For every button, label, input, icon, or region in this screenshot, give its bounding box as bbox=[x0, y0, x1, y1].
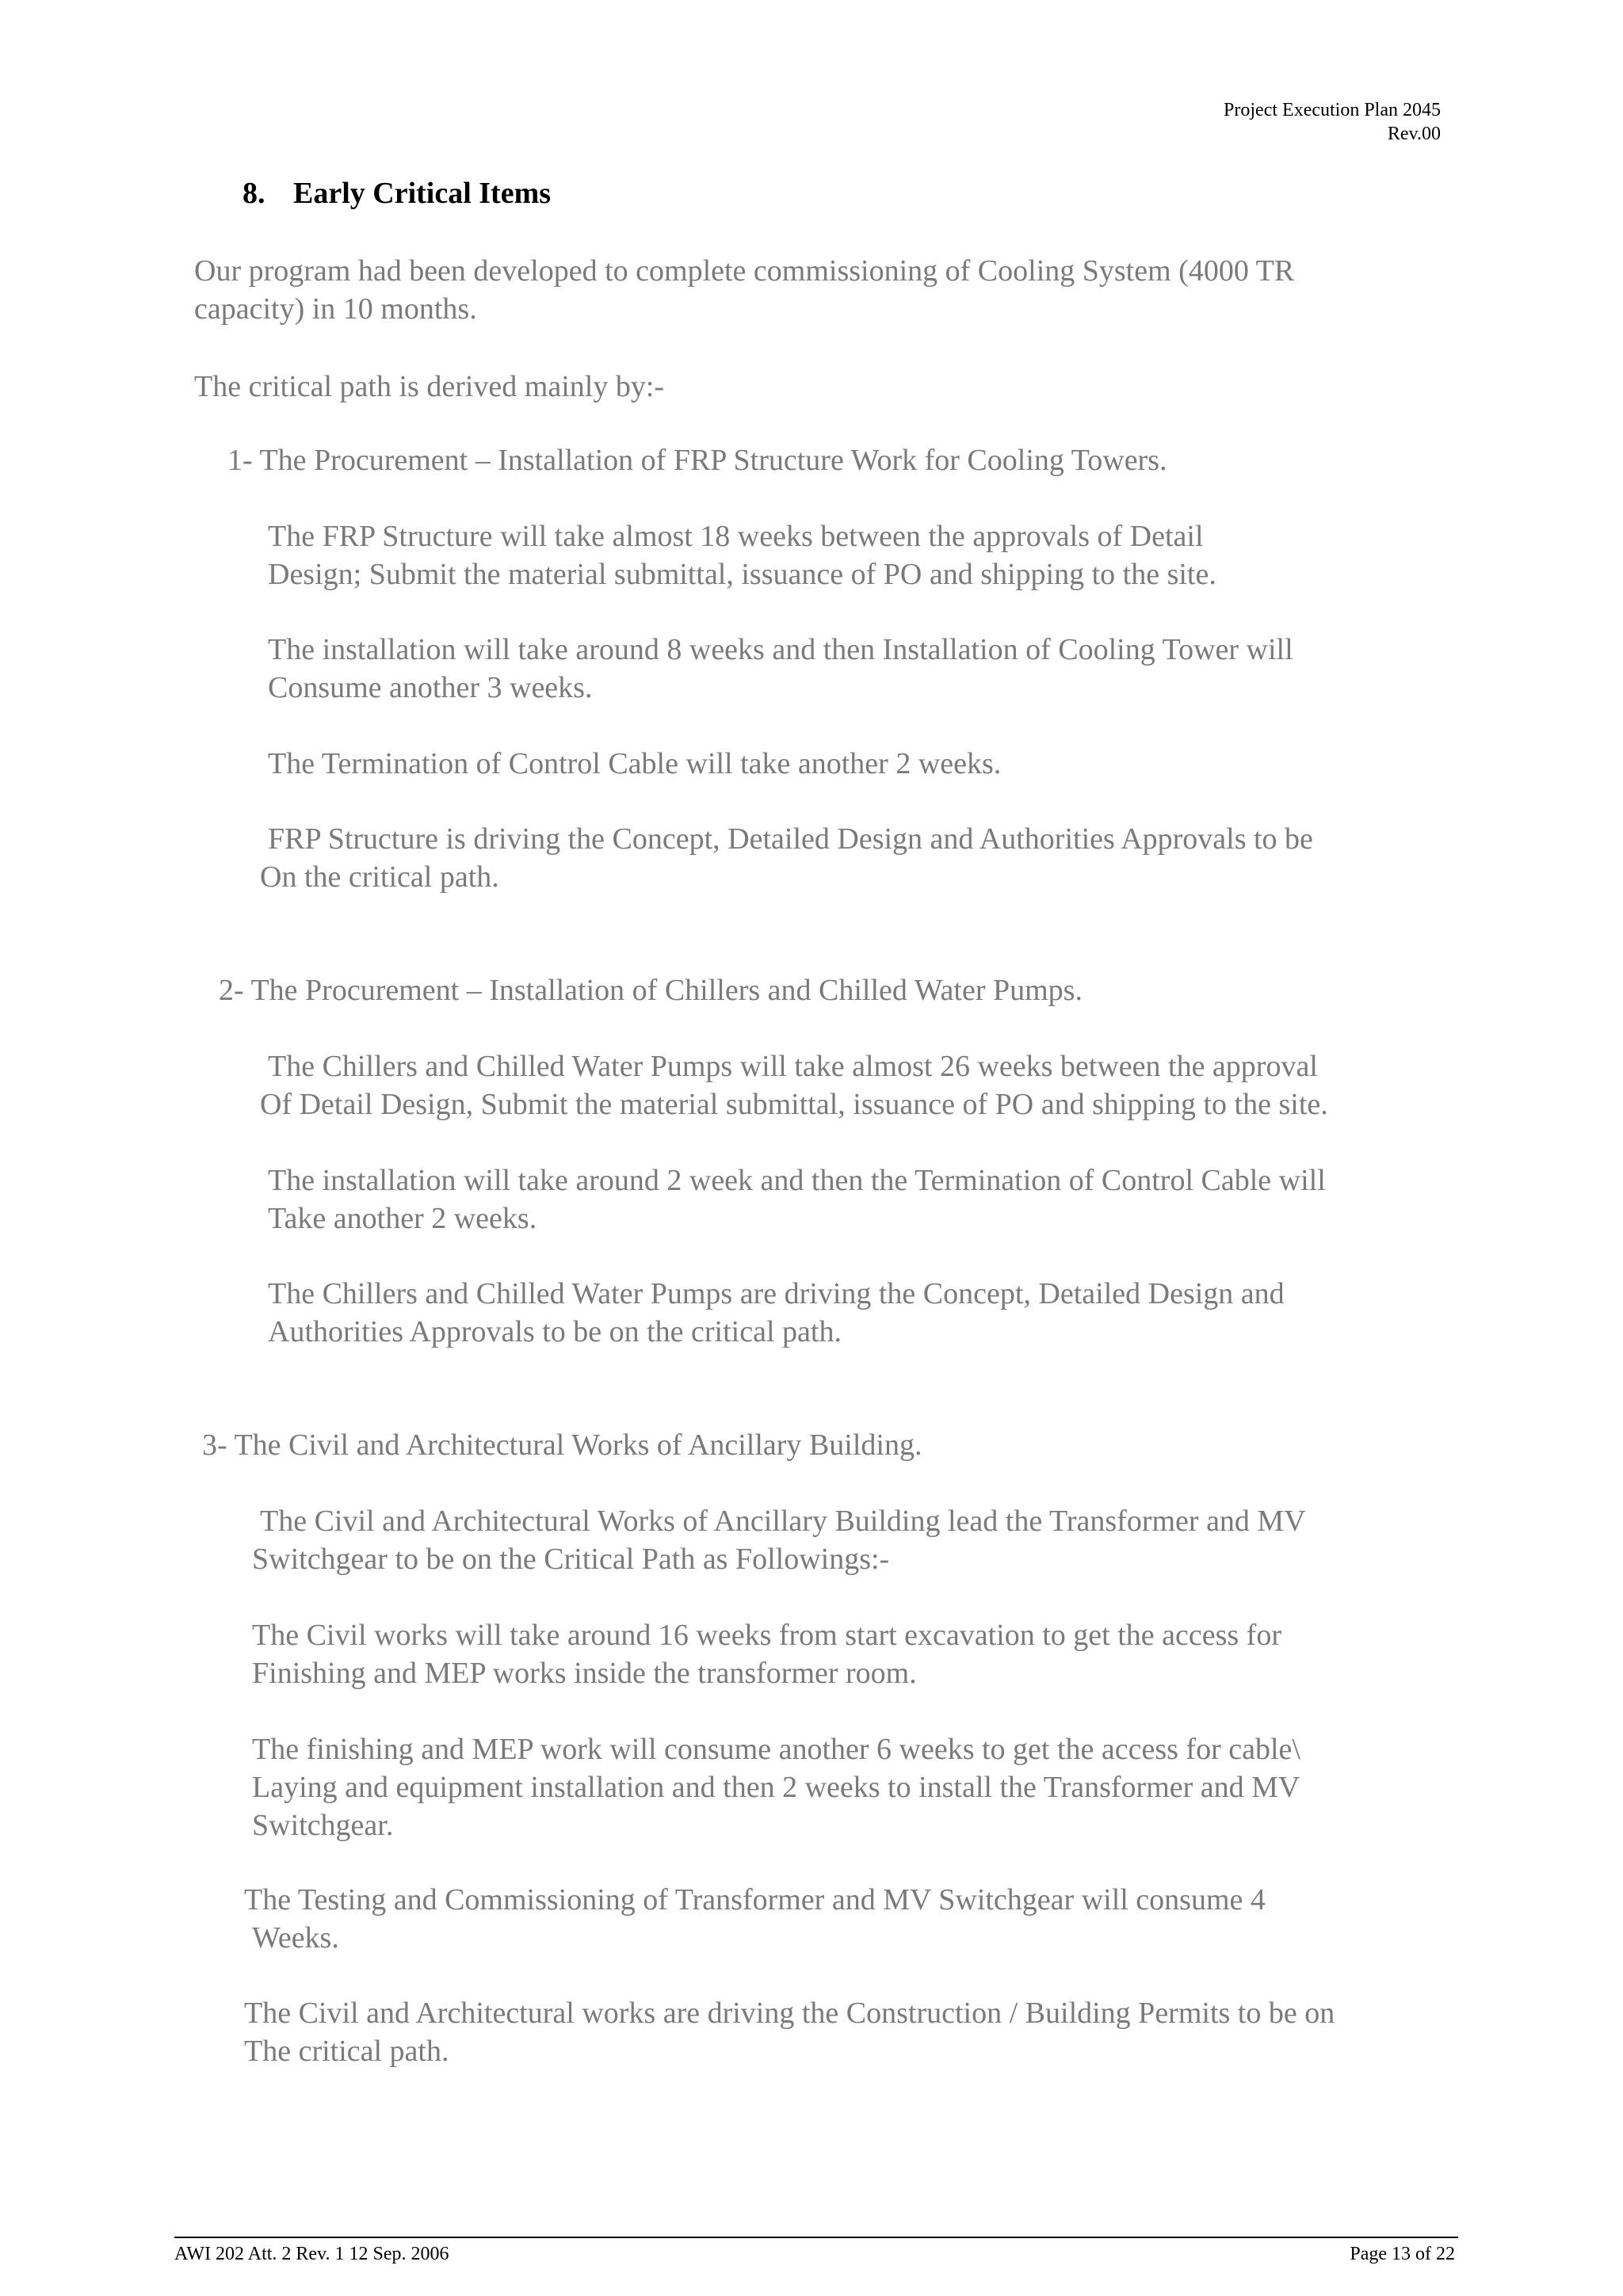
paragraph-line: Consume another 3 weeks. bbox=[268, 671, 593, 704]
intro-line: Our program had been developed to complete commissioning of Cooling System (4000 TR bbox=[194, 254, 1295, 288]
paragraph-line: The installation will take around 2 week and then the Termination of Control Cable will bbox=[268, 1164, 1326, 1197]
paragraph-line: Weeks. bbox=[252, 1921, 339, 1955]
item3-paragraph bbox=[252, 1616, 1281, 1692]
item2-paragraph bbox=[268, 1161, 1326, 1238]
intro-paragraph bbox=[194, 252, 1294, 328]
paragraph-line: The Chillers and Chilled Water Pumps will take almost 26 weeks between the approval bbox=[268, 1050, 1318, 1083]
paragraph-line: The Civil and Architectural Works of Ancillary Building lead the Transformer and MV bbox=[260, 1505, 1306, 1538]
paragraph-line: FRP Structure is driving the Concept, Detailed Design and Authorities Approvals to be bbox=[268, 822, 1313, 856]
paragraph-line: Of Detail Design, Submit the material submittal, issuance of PO and shipping to the site. bbox=[260, 1088, 1328, 1121]
paragraph-line: Switchgear to be on the Critical Path as Followings:- bbox=[252, 1543, 890, 1576]
paragraph-line: The Civil works will take around 16 weeks from start excavation to get the access for bbox=[252, 1619, 1281, 1652]
page-header bbox=[1224, 98, 1441, 146]
paragraph-line: The critical path. bbox=[244, 2035, 449, 2068]
item1-paragraph bbox=[268, 631, 1293, 707]
intro-line: capacity) in 10 months. bbox=[194, 292, 477, 326]
paragraph-line: The Civil and Architectural works are driving the Construction / Building Permits to be on bbox=[244, 1997, 1335, 2030]
paragraph-line: Finishing and MEP works inside the transformer room. bbox=[252, 1657, 917, 1690]
footer-page-number: Page 13 of 22 bbox=[1350, 2244, 1455, 2264]
item3-paragraph bbox=[244, 1994, 1335, 2070]
paragraph-line: The finishing and MEP work will consume another 6 weeks to get the access for cable\ bbox=[252, 1733, 1300, 1766]
paragraph-line: The Termination of Control Cable will take another 2 weeks. bbox=[268, 747, 1002, 780]
paragraph-line: The installation will take around 8 weeks and then Installation of Cooling Tower will bbox=[268, 633, 1293, 666]
item1-title: 1- The Procurement – Installation of FRP Structure Work for Cooling Towers. bbox=[227, 444, 1167, 477]
item3-paragraph bbox=[252, 1502, 1306, 1578]
footer-divider bbox=[174, 2237, 1458, 2238]
paragraph-line: Switchgear. bbox=[252, 1809, 394, 1842]
item1-paragraph bbox=[260, 820, 1313, 896]
section-heading bbox=[242, 176, 551, 211]
paragraph-line: Authorities Approvals to be on the critical path. bbox=[268, 1315, 842, 1348]
critical-path-intro: The critical path is derived mainly by:- bbox=[194, 370, 665, 403]
footer-document-ref: AWI 202 Att. 2 Rev. 1 12 Sep. 2006 bbox=[174, 2244, 449, 2264]
item1-paragraph bbox=[268, 517, 1216, 593]
item3-paragraph bbox=[244, 1881, 1266, 1957]
header-revision: Rev.00 bbox=[1387, 124, 1441, 144]
header-title: Project Execution Plan 2045 bbox=[1224, 100, 1441, 120]
section-title: Early Critical Items bbox=[293, 177, 552, 210]
paragraph-line: The FRP Structure will take almost 18 weeks between the approvals of Detail bbox=[268, 520, 1204, 553]
paragraph-line: Laying and equipment installation and then 2 weeks to install the Transformer and MV bbox=[252, 1771, 1300, 1804]
paragraph-line: On the critical path. bbox=[260, 860, 499, 894]
section-number: 8. bbox=[242, 177, 265, 210]
paragraph-line: The Chillers and Chilled Water Pumps are driving the Concept, Detailed Design and bbox=[268, 1277, 1285, 1310]
item2-paragraph bbox=[268, 1275, 1285, 1351]
item2-title: 2- The Procurement – Installation of Chillers and Chilled Water Pumps. bbox=[219, 974, 1083, 1007]
paragraph-line: Design; Submit the material submittal, issuance of PO and shipping to the site. bbox=[268, 558, 1216, 591]
paragraph-line: The Testing and Commissioning of Transformer and MV Switchgear will consume 4 bbox=[244, 1883, 1266, 1917]
item3-paragraph bbox=[252, 1730, 1300, 1844]
item2-paragraph bbox=[260, 1047, 1328, 1123]
item3-title: 3- The Civil and Architectural Works of Ancillary Building. bbox=[202, 1428, 922, 1462]
paragraph-line: Take another 2 weeks. bbox=[268, 1202, 537, 1235]
item1-paragraph bbox=[268, 745, 1001, 783]
